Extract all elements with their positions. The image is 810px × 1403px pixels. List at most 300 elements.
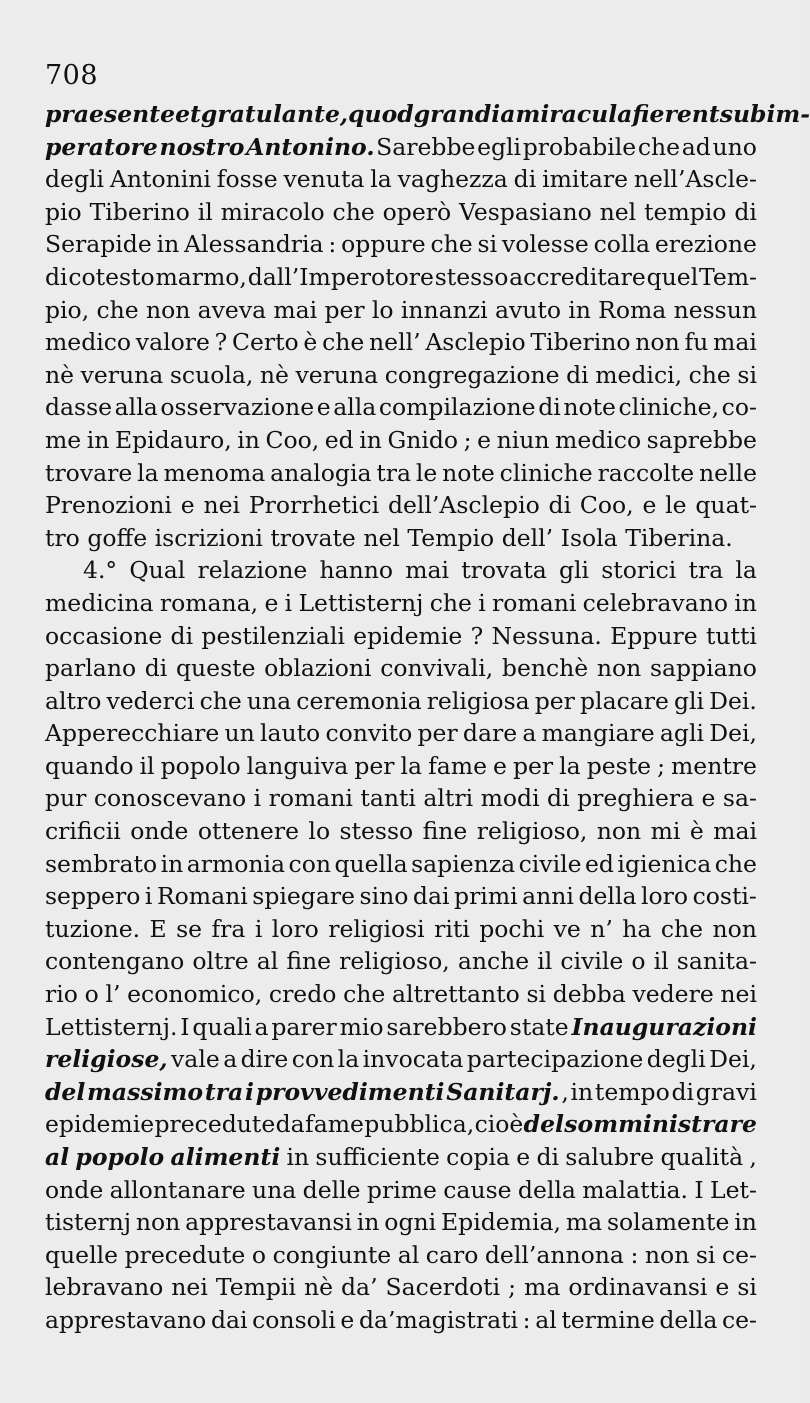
- word: gravi: [695, 1077, 757, 1106]
- word: storici: [601, 556, 677, 585]
- word: Tiberina.: [625, 523, 733, 552]
- word: probabile: [522, 132, 637, 161]
- word: per: [354, 751, 395, 780]
- word: medico: [45, 328, 132, 357]
- word: Lettisternj: [298, 588, 424, 617]
- text-line: [45, 685, 757, 718]
- word: goffe: [87, 523, 148, 552]
- word: ogni: [384, 1208, 437, 1237]
- word: quel: [646, 262, 699, 291]
- word: dell’: [501, 523, 554, 552]
- word: precedute: [154, 1110, 276, 1139]
- word: lebravano: [45, 1273, 164, 1302]
- page-number: 708: [45, 60, 99, 91]
- word: sufficiente: [315, 1143, 440, 1171]
- word: Inaugurazioni: [571, 1012, 757, 1041]
- word: state: [509, 1012, 569, 1041]
- word: parer: [271, 1012, 337, 1041]
- word: in: [286, 1143, 310, 1171]
- word: medici,: [595, 360, 683, 389]
- word: nel: [599, 197, 637, 226]
- word: il: [653, 947, 669, 976]
- word: compilazione: [378, 393, 536, 422]
- word: relazione: [197, 556, 308, 585]
- word: ve: [553, 914, 581, 943]
- text-line: [45, 98, 810, 131]
- word: mio: [339, 1012, 384, 1041]
- word: Lettisternj.: [45, 1012, 178, 1041]
- word: pubblica,: [364, 1110, 475, 1139]
- word: ;: [508, 1273, 517, 1302]
- word: E: [149, 914, 167, 943]
- word: religioso,: [476, 817, 588, 846]
- word: tanti: [360, 784, 416, 813]
- word: Tiberino: [89, 197, 190, 226]
- word: di: [536, 1143, 560, 1171]
- word: e: [264, 588, 279, 617]
- word: valore: [135, 328, 210, 357]
- word: seppero: [45, 882, 141, 911]
- word: Dei.: [709, 686, 757, 715]
- word: Vespasiano: [459, 197, 592, 226]
- word: popolo: [75, 1143, 165, 1171]
- word: non: [596, 817, 642, 846]
- word: e: [340, 1305, 355, 1334]
- word: miracula: [515, 100, 633, 128]
- word: civile: [518, 849, 582, 878]
- word: romani: [268, 784, 353, 813]
- word: ?: [214, 328, 228, 357]
- text-line: [45, 880, 757, 913]
- word: non: [644, 1240, 690, 1269]
- text-line: [45, 1011, 757, 1044]
- word: qualità: [660, 1143, 744, 1171]
- word: trovate: [270, 523, 356, 552]
- word: la: [559, 751, 581, 780]
- word: praesente: [45, 100, 176, 128]
- word: il: [139, 751, 155, 780]
- word: oltre: [192, 947, 249, 976]
- word: di: [734, 197, 757, 226]
- word: e: [516, 1143, 531, 1171]
- word: una: [246, 686, 292, 715]
- word: dasse: [45, 393, 113, 422]
- word: tisternj: [45, 1208, 132, 1237]
- word: di: [671, 1077, 695, 1106]
- word: armonia: [186, 849, 286, 878]
- word: di: [144, 654, 168, 683]
- word: veruna: [80, 360, 164, 389]
- word: ,: [749, 1143, 757, 1171]
- word: di: [538, 393, 561, 422]
- word: in: [356, 1208, 380, 1237]
- text-line: [45, 1271, 757, 1304]
- word: la: [735, 556, 757, 585]
- word: in: [570, 1077, 594, 1106]
- word: loro: [271, 914, 319, 943]
- word: della: [517, 1175, 576, 1204]
- word: con: [291, 1045, 335, 1074]
- word: i: [245, 1077, 254, 1106]
- word: hanno: [319, 556, 394, 585]
- word: religiosi: [328, 914, 425, 943]
- word: termine: [561, 1305, 655, 1334]
- word: iscrizioni: [154, 523, 263, 552]
- word: pur: [45, 784, 87, 813]
- word: debba: [552, 980, 626, 1009]
- word: il: [197, 197, 213, 226]
- text-line: [45, 1108, 757, 1141]
- word: e: [701, 784, 716, 813]
- word: Nessuna.: [491, 621, 602, 650]
- text-line: [45, 261, 757, 294]
- word: peste: [586, 751, 652, 780]
- word: epidemie: [45, 1110, 155, 1139]
- word: co-: [721, 393, 757, 422]
- text-line: [45, 1174, 757, 1207]
- word: grandia: [413, 100, 516, 128]
- word: stesso: [434, 262, 509, 291]
- word: si: [477, 230, 498, 259]
- word: alimenti: [170, 1143, 281, 1171]
- word: pio: [45, 197, 82, 226]
- word: dai: [210, 1305, 248, 1334]
- word: crificii: [45, 817, 121, 846]
- word: epidemie: [353, 621, 463, 650]
- word: dire: [240, 1045, 289, 1074]
- word: i: [144, 882, 153, 911]
- word: nei: [203, 491, 241, 520]
- word: congregazione: [384, 360, 560, 389]
- word: tuzione.: [45, 914, 141, 943]
- word: oppure: [341, 230, 426, 259]
- text-line: [45, 782, 757, 815]
- word: quat-: [695, 491, 757, 520]
- word: rio: [45, 980, 78, 1009]
- word: n’: [590, 914, 613, 943]
- text-line: [45, 1043, 757, 1076]
- word: che: [637, 132, 681, 161]
- word: nel: [363, 523, 400, 552]
- word: massimo: [87, 1077, 204, 1106]
- word: nè: [45, 360, 75, 389]
- word: copia: [446, 1143, 511, 1171]
- word: alla: [333, 393, 377, 422]
- word: ?: [470, 621, 484, 650]
- word: del: [523, 1110, 564, 1139]
- word: fine: [286, 947, 332, 976]
- word: invocata: [362, 1045, 464, 1074]
- word: vaghezza: [397, 165, 508, 194]
- text-line: [45, 945, 757, 978]
- word: e: [316, 393, 331, 422]
- word: dell’Asclepio: [387, 491, 540, 520]
- word: che: [332, 197, 375, 226]
- word: tro: [45, 523, 80, 552]
- word: a: [522, 719, 537, 748]
- word: lo: [308, 817, 331, 846]
- word: vedere: [632, 980, 714, 1009]
- word: religiose,: [45, 1045, 168, 1074]
- word: che: [343, 980, 386, 1009]
- word: che: [322, 328, 365, 357]
- word: contengano: [45, 947, 185, 976]
- word: osservazione: [160, 393, 315, 422]
- word: conoscevano: [93, 784, 247, 813]
- text-line: [45, 750, 757, 783]
- word: operò: [382, 197, 452, 226]
- word: Apperecchiare: [45, 719, 220, 748]
- word: trovata: [461, 556, 547, 585]
- word: Dei,: [709, 1045, 757, 1074]
- word: non: [596, 654, 642, 683]
- word: tra: [376, 458, 412, 487]
- word: raccolte: [597, 458, 695, 487]
- word: salubre: [565, 1143, 655, 1171]
- word: Coo,: [265, 425, 320, 454]
- word: :: [522, 1305, 531, 1334]
- word: per: [534, 686, 575, 715]
- word: religiosa: [426, 686, 530, 715]
- word: le: [665, 491, 687, 520]
- word: vederci: [106, 686, 195, 715]
- word: non: [712, 914, 757, 943]
- word: fine: [422, 817, 468, 846]
- word: credo: [268, 980, 337, 1009]
- word: che: [714, 849, 757, 878]
- word: scuola,: [169, 360, 254, 389]
- word: nessun: [673, 295, 757, 324]
- word: sembrato: [45, 849, 158, 878]
- word: cioè: [474, 1110, 524, 1139]
- word: al: [256, 947, 279, 976]
- word: la: [137, 458, 159, 487]
- word: quelle: [45, 1240, 119, 1269]
- word: modi: [480, 784, 540, 813]
- word: mai: [273, 295, 318, 324]
- word: mai: [713, 328, 757, 357]
- word: mangiare: [541, 719, 655, 748]
- word: che: [429, 588, 472, 617]
- word: Roma: [598, 295, 667, 324]
- text-line: [45, 489, 757, 522]
- text-line: [45, 978, 757, 1011]
- text-line: [45, 391, 757, 424]
- word: non: [135, 1208, 181, 1237]
- word: cliniche,: [618, 393, 720, 422]
- word: anche: [457, 947, 530, 976]
- word: im-: [766, 100, 810, 128]
- word: Tempio: [407, 523, 495, 552]
- word: del: [45, 1077, 86, 1106]
- word: imitare: [542, 165, 629, 194]
- word: con: [288, 849, 331, 878]
- word: fu: [684, 328, 709, 357]
- word: ha: [622, 914, 652, 943]
- word: loro: [641, 882, 689, 911]
- text-line: [45, 228, 757, 261]
- word: si: [695, 1240, 716, 1269]
- word: altro: [45, 686, 102, 715]
- word: Antonino.: [246, 132, 375, 161]
- word: degli: [646, 1045, 706, 1074]
- word: un: [224, 719, 255, 748]
- word: una: [252, 1175, 297, 1204]
- word: Epidauro,: [114, 425, 232, 454]
- word: si: [526, 980, 547, 1009]
- word: veruna: [295, 360, 379, 389]
- word: e: [642, 491, 657, 520]
- word: ed: [585, 849, 614, 878]
- word: consoli: [252, 1305, 336, 1334]
- word: pestilenziali: [201, 621, 345, 650]
- word: nelle: [699, 458, 757, 487]
- word: colla: [593, 230, 650, 259]
- word: il: [537, 947, 553, 976]
- word: fame: [428, 751, 487, 780]
- word: cotesto: [68, 262, 155, 291]
- word: ed: [324, 425, 354, 454]
- word: o: [631, 947, 646, 976]
- word: che: [430, 230, 473, 259]
- word: al: [397, 1240, 420, 1269]
- word: nell’Ascle-: [633, 165, 757, 194]
- word: ;: [657, 751, 665, 780]
- word: da: [275, 1110, 305, 1139]
- word: è: [689, 817, 704, 846]
- word: precedute: [124, 1240, 246, 1269]
- word: avuto: [494, 295, 561, 324]
- word: che: [660, 914, 704, 943]
- word: languiva: [246, 751, 349, 780]
- word: in: [734, 1208, 757, 1237]
- word: non: [145, 295, 191, 324]
- word: apprestavano: [45, 1305, 207, 1334]
- word: ce-: [721, 1305, 757, 1334]
- word: aveva: [197, 295, 267, 324]
- word: che: [199, 686, 242, 715]
- text-line: [45, 1141, 757, 1174]
- word: e: [180, 491, 195, 520]
- word: quando: [45, 751, 134, 780]
- word: Prenozioni: [45, 491, 172, 520]
- word: parlano: [45, 654, 137, 683]
- word: dell’annona: [484, 1240, 624, 1269]
- word: popolo: [160, 751, 241, 780]
- word: pochi: [479, 914, 545, 943]
- word: tra: [204, 1077, 244, 1106]
- word: medico: [555, 425, 642, 454]
- word: Sacerdoti: [385, 1273, 501, 1302]
- word: note: [563, 393, 616, 422]
- text-line: [45, 424, 757, 457]
- word: gli: [674, 686, 705, 715]
- word: prime: [366, 1175, 437, 1204]
- word: convito: [325, 719, 413, 748]
- word: nell’: [369, 328, 421, 357]
- word: erezione: [654, 230, 757, 259]
- word: analogia: [270, 458, 372, 487]
- word: mentre: [671, 751, 757, 780]
- word: igienica: [617, 849, 712, 878]
- text-line: [45, 294, 757, 327]
- word: niun: [496, 425, 550, 454]
- text-line: [45, 652, 757, 685]
- text-line: [45, 457, 757, 490]
- word: menoma: [163, 458, 266, 487]
- word: Qual: [129, 556, 186, 585]
- word: in: [359, 425, 382, 454]
- word: convivali,: [380, 654, 494, 683]
- word: primi: [454, 882, 518, 911]
- word: I: [180, 1012, 190, 1041]
- text-line: [45, 163, 757, 196]
- word: da’: [341, 1273, 378, 1302]
- word: :: [630, 1240, 639, 1269]
- word: nè: [259, 360, 289, 389]
- word: congiunte: [272, 1240, 392, 1269]
- word: nei: [720, 980, 757, 1009]
- word: :: [328, 230, 337, 259]
- word: di: [547, 784, 570, 813]
- word: Asclepio: [425, 328, 526, 357]
- word: le: [415, 458, 438, 487]
- word: celebravano: [582, 588, 728, 617]
- word: di: [170, 621, 194, 650]
- word: innanzi: [400, 295, 488, 324]
- word: romana,: [159, 588, 259, 617]
- word: me: [45, 425, 82, 454]
- word: ce-: [721, 1240, 757, 1269]
- word: ,: [561, 1077, 569, 1106]
- word: e: [715, 1273, 730, 1302]
- word: sanita-: [676, 947, 757, 976]
- word: anni: [522, 882, 574, 911]
- word: onde: [130, 817, 189, 846]
- word: apprestavansi: [185, 1208, 352, 1237]
- word: o: [84, 980, 99, 1009]
- word: Alessandria: [184, 230, 324, 259]
- word: la: [370, 165, 392, 194]
- word: marmo,: [155, 262, 247, 291]
- word: Let-: [710, 1175, 757, 1204]
- word: Dei,: [709, 719, 757, 748]
- word: della: [659, 1305, 718, 1334]
- word: Coo,: [579, 491, 634, 520]
- word: allontanare: [109, 1175, 246, 1204]
- word: et: [175, 100, 201, 128]
- text-line: [45, 196, 757, 229]
- word: religioso,: [339, 947, 450, 976]
- word: Gnido: [387, 425, 459, 454]
- word: tra: [688, 556, 724, 585]
- word: note: [442, 458, 495, 487]
- word: tempio: [644, 197, 727, 226]
- word: Sarebbe: [376, 132, 476, 161]
- word: di: [566, 360, 589, 389]
- word: ottenere: [197, 817, 299, 846]
- word: romani: [492, 588, 577, 617]
- word: dare: [462, 719, 518, 748]
- word: caro: [425, 1240, 479, 1269]
- word: pio,: [45, 295, 90, 324]
- word: da’magistrati: [358, 1305, 519, 1334]
- word: al: [45, 1143, 70, 1171]
- word: peratore: [45, 132, 158, 161]
- word: i: [254, 914, 263, 943]
- body-text: [45, 98, 810, 1337]
- word: quali: [192, 1012, 252, 1041]
